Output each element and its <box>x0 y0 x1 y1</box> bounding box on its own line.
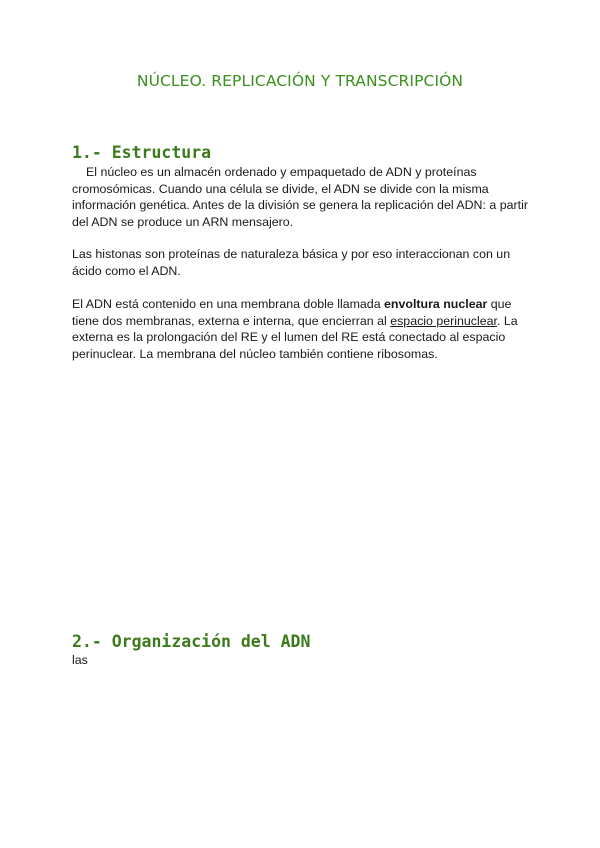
paragraph-text: El ADN está contenido en una membrana doble llamada <box>72 297 385 311</box>
paragraph-organizacion: las <box>72 653 88 667</box>
paragraph-text: que tiene dos membranas, externa e interna, que encierran al <box>72 297 512 328</box>
paragraph-envoltura <box>72 296 532 362</box>
paragraph-text: . La externa es la prolongación del RE y el lumen del RE está conectado al espacio perinuclear. La membrana del núcleo también contiene ribosomas. <box>72 313 518 361</box>
paragraph-text: El núcleo es un almacén ordenado y empaquetado de ADN y proteínas cromosómicas. Cuando una célula se divide, el ADN se divide con la misma información genética. Antes de la división se genera la replicación del ADN: a partir del ADN se produce un ARN mensajero. <box>72 165 528 229</box>
document-title: NÚCLEO. REPLICACIÓN Y TRANSCRIPCIÓN <box>136 72 464 90</box>
section-heading-organizacion-adn: 2.- Organización del ADN <box>72 632 311 651</box>
paragraph-nucleo-intro <box>72 164 532 230</box>
underlined-term-espacio-perinuclear: espacio perinuclear <box>390 313 497 328</box>
section-heading-estructura: 1.- Estructura <box>72 143 212 162</box>
paragraph-histonas: Las histonas son proteínas de naturaleza básica y por eso interaccionan con un ácido como el ADN. <box>72 247 511 278</box>
bold-term-envoltura-nuclear: envoltura nuclear <box>384 297 488 311</box>
